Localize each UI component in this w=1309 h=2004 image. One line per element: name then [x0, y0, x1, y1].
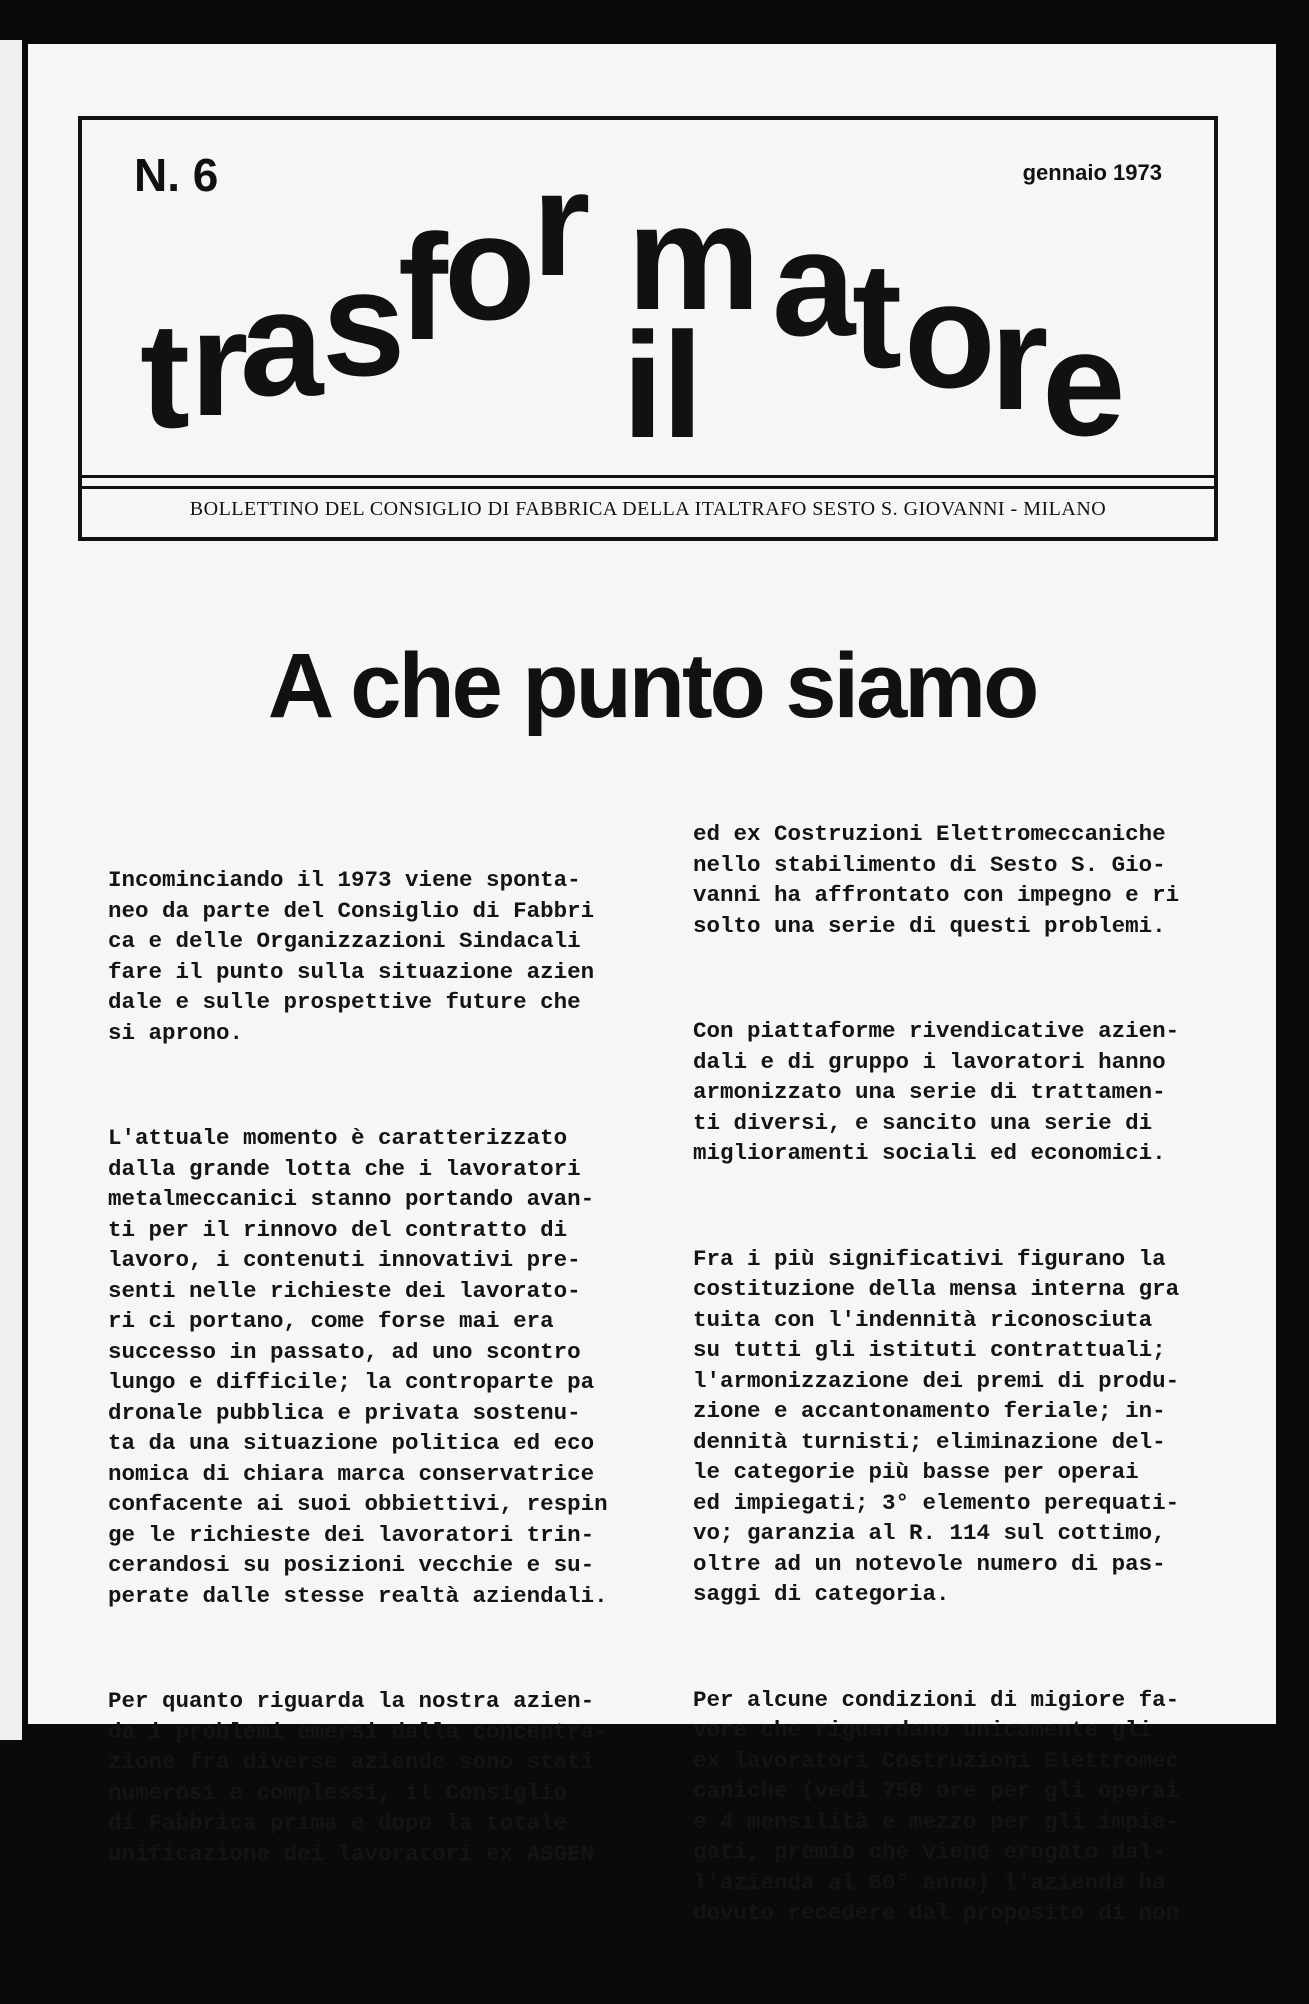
paragraph: L'attuale momento è caratterizzato dalla grande lotta che i lavoratori metalmeccanici stanno portando avan- ti per il rinnovo del contratto di lavoro, i contenuti innovativi pre- senti nelle richieste dei lavorato- ri ci portano, come forse mai era successo in passato, ad uno scontro lungo e difficile; la controparte pa dronale pubblica e privata sostenu- ta da una situazione politica ed eco nomica di chiara marca conservatrice confacente ai suoi obbiettivi, respin ge le richieste dei lavoratori trin- cerandosi su posizioni vecchie e su- perate dalle stesse realtà aziendali. [108, 1125, 608, 1609]
article-column-right [693, 758, 1238, 2004]
logo-letter: r [190, 279, 245, 447]
page-edge [0, 40, 22, 1740]
article-headline: A che punto siamo [267, 635, 1037, 737]
masthead [78, 116, 1218, 541]
paragraph: Incominciando il 1973 viene sponta- neo da parte del Consiglio di Fabbri ca e delle Organizzazioni Sindacali fare il punto sulla situazione azien dale e sulle prospettive future che si aprono. [108, 867, 595, 1046]
logo-letter: e [1042, 299, 1122, 467]
paragraph: Per alcune condizioni di migiore fa- vore che riguardano unicamente gli ex lavoratori Costruzioni Elettromec caniche (vedi 750 ore per gli operai e 4 mensilità e mezzo per gli impie- gati, premio che viene erogato dal- l'azienda al 60° anno) l'azienda ha dovuto recedere dal proposito di non [693, 1686, 1180, 1926]
logo-letter: a [772, 199, 852, 367]
issue-number: N. 6 [134, 149, 219, 201]
newsletter-page [28, 44, 1276, 1926]
logo-letter: m [627, 173, 757, 341]
logo-letter: o [904, 251, 992, 419]
article-column-left [108, 804, 653, 1944]
logo-letter: f [398, 203, 444, 371]
logo-article: il [622, 301, 702, 469]
logo-letter: r [532, 139, 587, 307]
logo-letter: r [990, 273, 1045, 441]
logo-letter: o [444, 183, 532, 351]
logo-letter: a [240, 259, 320, 427]
logo-letter: t [140, 291, 186, 459]
masthead-subtitle: BOLLETTINO DEL CONSIGLIO DI FABBRICA DELLA ITALTRAFO SESTO S. GIOVANNI - MILANO [189, 498, 1107, 520]
masthead-divider [82, 475, 1214, 489]
issue-date: gennaio 1973 [1022, 160, 1162, 185]
logo-letter: t [852, 231, 898, 399]
paragraph: ed ex Costruzioni Elettromeccaniche nello stabilimento di Sesto S. Gio- vanni ha affrontato con impegno e ri solto una serie di questi problemi. [693, 821, 1180, 939]
masthead-logo [82, 120, 1214, 470]
paragraph: Fra i più significativi figurano la costituzione della mensa interna gra tuita con l'indennità riconosciuta su tutti gli istituti contrattuali; l'armonizzazione dei premi di produ- zione e accantonamento feriale; in- dennità turnisti; eliminazione del- le categorie più basse per operai ed impiegati; 3° elemento perequati- vo; garanzia al R. 114 sul cottimo, oltre ad un notevole numero di pas- saggi di categoria. [693, 1245, 1180, 1607]
paragraph: Con piattaforme rivendicative azien- dali e di gruppo i lavoratori hanno armonizzato una serie di trattamen- ti diversi, e sancito una serie di miglioramenti sociali ed economici. [693, 1018, 1180, 1166]
logo-letter: s [322, 239, 402, 407]
paragraph: Per quanto riguarda la nostra azien- da i problemi emersi dalla concentra- zione fra diverse aziende sono stati numerosi e complessi, il Consiglio di Fabbrica prima e dopo la totale unificazione dei lavoratori ex ASGEN [108, 1688, 608, 1867]
